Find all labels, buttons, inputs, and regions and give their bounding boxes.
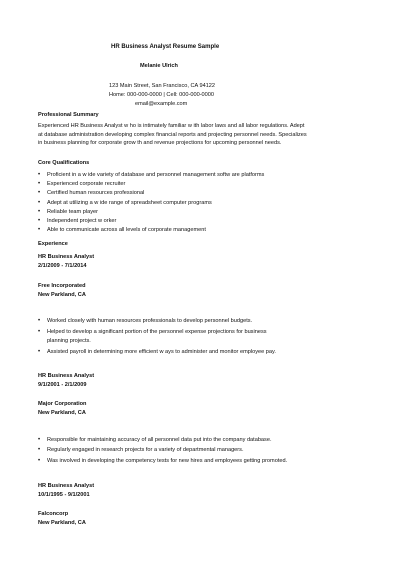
job-bullets	[38, 436, 347, 468]
job-dates: 2/1/2009 - 7/1/2014	[38, 263, 87, 269]
list-item: • Adept at utilizing a w ide range of spreadsheet computer programs	[38, 199, 264, 208]
job-dates: 10/1/1995 - 9/1/2001	[38, 492, 90, 498]
contact-address: 123 Main Street, San Francisco, CA 94122	[109, 83, 216, 89]
experience-heading: Experience	[38, 241, 68, 247]
list-item: • Proficient in a w ide variety of database and personnel management softw are platforms	[38, 171, 264, 180]
list-item: • Able to communicate across all levels of corporate management	[38, 226, 264, 235]
job-location: New Parkland, CA	[38, 292, 86, 298]
summary-text: Experienced HR Business Analyst w ho is intimately familiar w ith labor laws and all labor regulations. Adept at database administration developing complex financial reports and projecting personnel needs. Specializes in business planning for corporate grow th and revenue projections for upcoming personnel needs.	[38, 123, 307, 147]
list-item: • Experienced corporate recruiter	[38, 180, 264, 189]
list-item: • Was involved in developing the competency tests for new hires and employees getting promoted.	[38, 457, 347, 466]
qualifications-list	[38, 171, 264, 235]
contact-phones: Home: 000-000-0000 | Cell: 000-000-0000	[109, 92, 215, 98]
job-location: New Parkland, CA	[38, 520, 86, 526]
job-bullets	[38, 317, 287, 360]
contact-email: email@example.com	[135, 101, 188, 107]
candidate-name: Melanie Ulrich	[140, 63, 178, 69]
job-location: New Parkland, CA	[38, 410, 86, 416]
list-item: • Helped to develop a significant portion of the personnel expense projections for business planning projects.	[38, 328, 287, 345]
job-company: Falconcorp	[38, 511, 69, 517]
list-item: • Reliable team player	[38, 208, 264, 217]
list-item: • Certified human resources professional	[38, 189, 264, 198]
job-dates: 9/1/2001 - 2/1/2009	[38, 382, 87, 388]
job-company: Major Corporation	[38, 401, 87, 407]
list-item: • Responsible for maintaining accuracy of all personnel data put into the company database.	[38, 436, 287, 445]
job-title: HR Business Analyst	[38, 483, 95, 489]
list-item: • Regularly engaged in research projects for a variety of departmental managers.	[38, 446, 287, 455]
list-item: • Worked closely with human resources professionals to develop personnel budgets.	[38, 317, 287, 326]
list-item: • Assisted payroll in determining more efficient w ays to administer and monitor employee pay.	[38, 348, 287, 357]
job-title: HR Business Analyst	[38, 373, 95, 379]
document-title: HR Business Analyst Resume Sample	[111, 44, 220, 50]
list-item: • Independent project w orker	[38, 217, 264, 226]
qualifications-heading: Core Qualifications	[38, 160, 90, 166]
summary-heading: Professional Summary	[38, 112, 99, 118]
job-title: HR Business Analyst	[38, 254, 95, 260]
job-company: Free Incorporated	[38, 283, 86, 289]
